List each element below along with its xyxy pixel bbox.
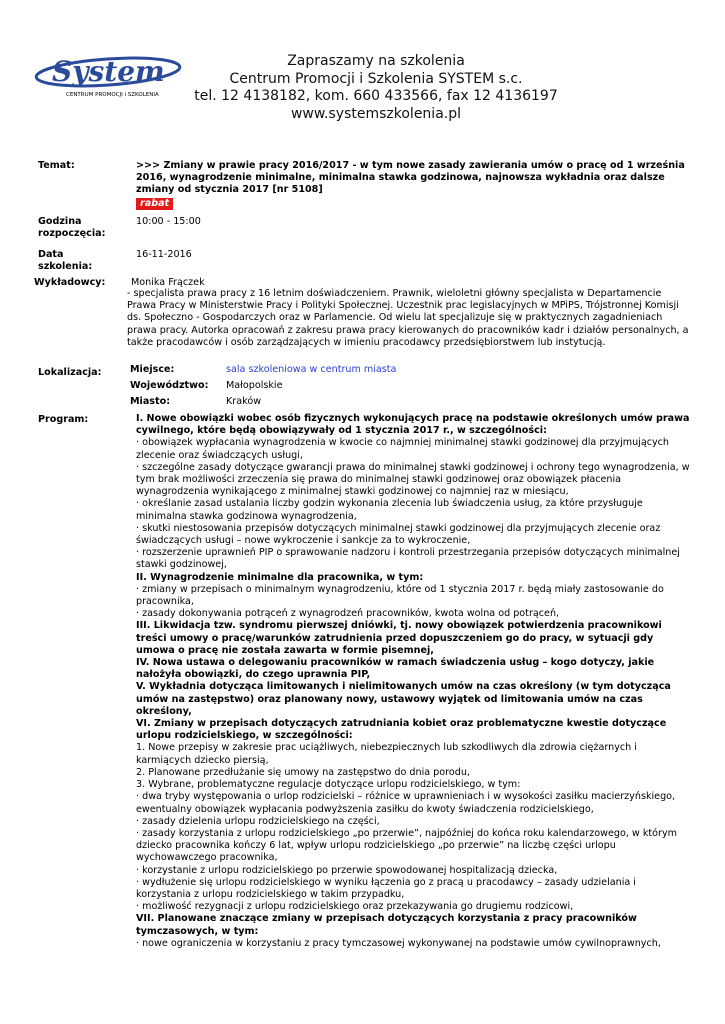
- header-website[interactable]: www.systemszkolenia.pl: [290, 105, 462, 122]
- program-item: · nowe ograniczenia w korzystaniu z pracy tymczasowej wykonywanej na podstawie umów cywilnoprawnych,: [136, 937, 661, 949]
- header-company: Centrum Promocji i Szkolenia SYSTEM s.c.: [229, 70, 523, 87]
- program-item: · zasady dokonywania potrąceń z wynagrodzeń pracowników, kwota wolna od potrąceń,: [136, 608, 560, 620]
- program-item: · wydłużenie się urlopu rodzicielskiego w wyniku łączenia go z pracą u pracodawcy – zasady udzielania i korzystania z urlopu rodzicielskiego w takim przypadku,: [136, 876, 636, 900]
- city-label: Miasto:: [130, 396, 171, 407]
- topic-text: >>> Zmiany w prawie pracy 2016/2017 - w tym nowe zasady zawierania umów o pracę od 1 września 2016, wynagrodzenie minimalne, minimalna stawka godzinowa, najnowsza wykładnia oraz dalsze zmiany od stycznia 2017 [nr 5108]: [136, 160, 685, 196]
- location-label: Lokalizacja:: [38, 367, 102, 378]
- program-item: 2. Planowane przedłużanie się umowy na zastępstwo do dnia porodu,: [136, 766, 470, 778]
- program-section-heading: IV. Nowa ustawa o delegowaniu pracowników w ramach świadczenia usług – kogo dotyczy, jakie nałożyła obowiązki, do czego uprawnia PIP,: [136, 657, 655, 681]
- page-header: [186, 53, 566, 123]
- hour-label: Godzina rozpoczęcia:: [38, 216, 106, 240]
- logo-text: System: [52, 55, 165, 88]
- lecturers-label: Wykładowcy:: [34, 277, 106, 288]
- program-item: · dwa tryby występowania o urlop rodzicielski – różnice w uprawnieniach i w wysokości zasiłku macierzyńskiego, ewentualny obowiązek wypłacania podwyższenia zasiłku do kwoty świadczenia rodzicielskiego,: [136, 791, 676, 815]
- topic-label: Temat:: [38, 160, 75, 171]
- header-invite: Zapraszamy na szkolenia: [287, 53, 465, 69]
- program-section-heading: VI. Zmiany w przepisach dotyczących zatrudniania kobiet oraz problematyczne kwestie dotyczące urlopu rodzicielskiego, w szczególności:: [136, 718, 667, 742]
- program-item: 3. Wybrane, problematyczne regulacje dotyczące urlopu rodzicielskiego, w tym:: [136, 779, 521, 791]
- lecturer-bio: - specjalista prawa pracy z 16 letnim doświadczeniem. Prawnik, wieloletni główny specjalista w Departamencie Prawa Pracy w Ministerstwie Pracy i Polityki Społecznej. Uczestnik prac legislacyjnych w MPiPS, Trójstronnej Komisji ds. Społeczno - Gospodarczych oraz w Parlamencie. Od wielu lat specjalizuje się w praktycznych zagadnieniach prawa pracy. Autorka opracowań z zakresu prawa pracy kierowanych do pracowników kadr i działów personalnych, a także pracodawców i osób zarządzających w imieniu pracodawcy przedsiębiorstwem lub instytucją.: [127, 288, 689, 348]
- program-item: · korzystanie z urlopu rodzicielskiego po przerwie spowodowanej hospitalizacją dziecka,: [136, 864, 558, 876]
- program-item: · określanie zasad ustalania liczby godzin wykonania zlecenia lub świadczenia usług, za które przysługuje minimalna stawka godzinowa wynagrodzenia,: [136, 498, 643, 522]
- logo-subtitle: CENTRUM PROMOCJI i SZKOLENIA: [66, 92, 159, 98]
- header-contact: tel. 12 4138182, kom. 660 433566, fax 12 4136197: [194, 88, 558, 104]
- lecturer-name: Monika Frączek: [131, 277, 205, 288]
- date-label: Data szkolenia:: [38, 249, 93, 273]
- program-section-heading: II. Wynagrodzenie minimalne dla pracownika, w tym:: [136, 571, 424, 583]
- program-item: · obowiązek wypłacania wynagrodzenia w kwocie co najmniej minimalnej stawki godzinowej dla przyjmujących zlecenie oraz świadczących usługi,: [136, 437, 670, 461]
- training-topic: [136, 160, 688, 210]
- program-item: · szczególne zasady dotyczące gwarancji prawa do minimalnej stawki godzinowej i ochrony tego wynagrodzenia, w tym brak możliwości zrzeczenia się prawa do minimalnej stawki godzinowej oraz obowiązek płacenia wynagrodzenia wynikającego z minimalnej stawki godzinowej co najmniej raz w miesiącu,: [136, 461, 690, 498]
- program-item: · rozszerzenie uprawnień PIP o sprawowanie nadzoru i kontroli przestrzegania przepisów dotyczących minimalnej stawki godzinowej,: [136, 547, 680, 571]
- program-item: · zasady dzielenia urlopu rodzicielskiego na części,: [136, 815, 380, 827]
- place-label: Miejsce:: [130, 364, 175, 375]
- program-section-heading: V. Wykładnia dotycząca limitowanych i nielimitowanych umów na czas określony (w tym dotycząca umów na zastępstwo) oraz planowany nowy, ustawowy wyjątek od limitowania umów na czas określony,: [136, 681, 671, 717]
- program-section-heading: VII. Planowane znaczące zmiany w przepisach dotyczących korzystania z pracy pracowników tymczasowych, w tym:: [136, 913, 637, 937]
- discount-badge[interactable]: rabat: [136, 198, 173, 210]
- program-section-heading: III. Likwidacja tzw. syndromu pierwszej dniówki, tj. nowy obowiązek potwierdzenia pracownikowi treści umowy o pracę/warunków zatrudnienia przed dopuszczeniem go do pracy, w sytuacji gdy umowa o pracę nie została zawarta w formie pisemnej,: [136, 620, 662, 656]
- program-content: [136, 413, 692, 950]
- training-date: 16-11-2016: [136, 249, 192, 260]
- program-item: 1. Nowe przepisy w zakresie prac uciążliwych, niebezpiecznych lub szkodliwych dla zdrowia ciężarnych i karmiących dziecko piersią,: [136, 742, 637, 766]
- program-item: · skutki niestosowania przepisów dotyczących minimalnej stawki godzinowej dla przyjmujących zlecenie oraz świadczących usługi – nowe wykroczenie i sankcje za to wykroczenie,: [136, 522, 661, 547]
- program-section-heading: I. Nowe obowiązki wobec osób fizycznych wykonujących pracę na podstawie określonych umów prawa cywilnego, które będą obowiązywały od 1 stycznia 2017 r., w szczególności:: [136, 413, 690, 437]
- place-link[interactable]: sala szkoleniowa w centrum miasta: [226, 364, 397, 375]
- region-value: Małopolskie: [226, 380, 283, 391]
- program-item: · zmiany w przepisach o minimalnym wynagrodzeniu, które od 1 stycznia 2017 r. będą miały zastosowanie do pracownika,: [136, 583, 664, 608]
- region-label: Województwo:: [130, 380, 209, 391]
- program-label: Program:: [38, 414, 89, 425]
- program-item: · zasady korzystania z urlopu rodzicielskiego „po przerwie”, najpóźniej do końca roku kalendarzowego, w którym dziecko pracownika kończy 6 lat, wpływ urlopu rodzicielskiego „po przerwie” na liczbę części urlopu wychowawczego pracownika,: [136, 827, 677, 864]
- city-value: Kraków: [226, 396, 262, 407]
- start-hour: 10:00 - 15:00: [136, 216, 201, 227]
- program-item: · możliwość rezygnacji z urlopu rodzicielskiego oraz przekazywania go drugiemu rodzicowi,: [136, 901, 574, 913]
- company-logo: [34, 52, 184, 100]
